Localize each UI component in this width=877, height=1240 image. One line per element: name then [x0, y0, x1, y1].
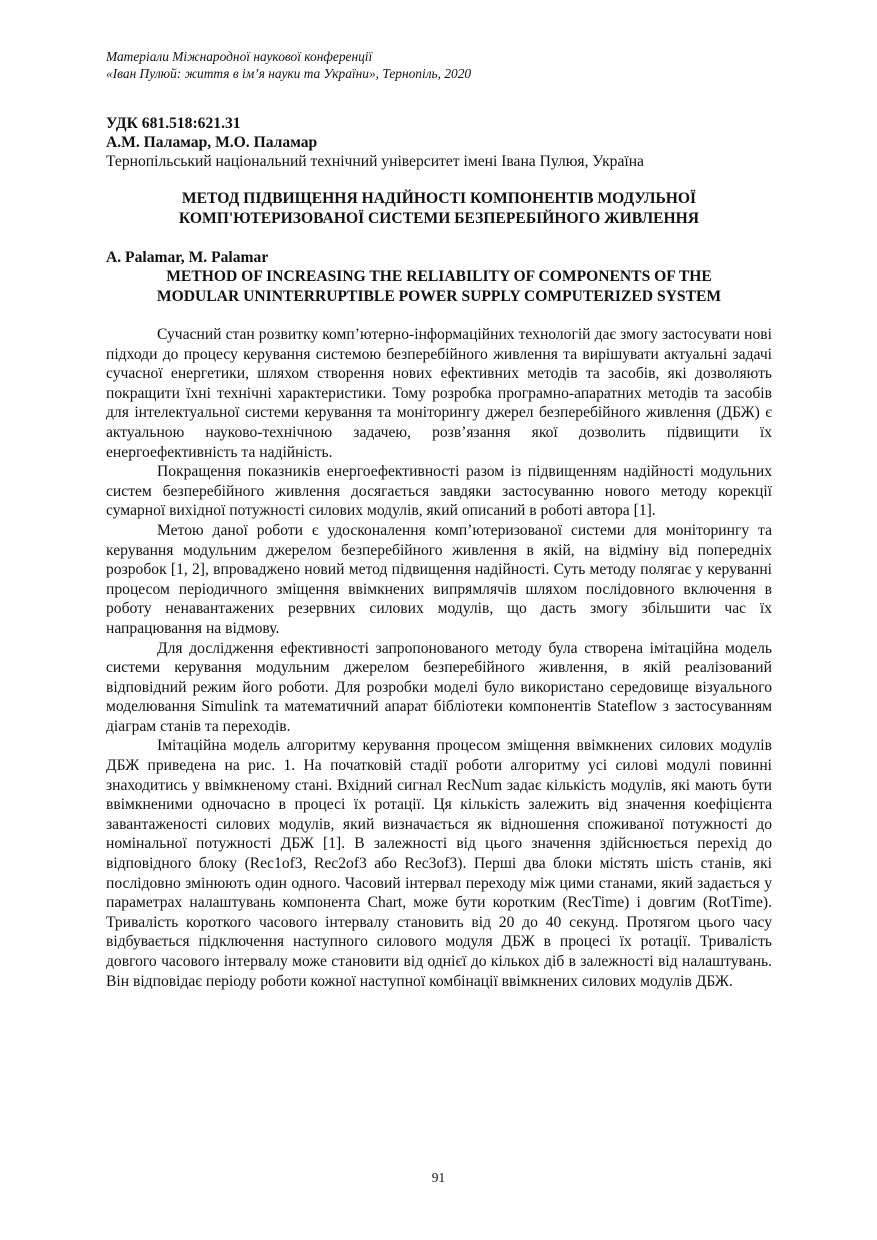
title-ukrainian-line-1: МЕТОД ПІДВИЩЕННЯ НАДІЙНОСТІ КОМПОНЕНТІВ МОДУЛЬНОЇ [181, 190, 697, 207]
title-english-line-1: METHOD OF INCREASING THE RELIABILITY OF COMPONENTS OF THE [166, 268, 712, 285]
udk-code: УДК 681.518:621.31 [106, 115, 241, 132]
title-ukrainian [106, 189, 772, 228]
page-number: 91 [431, 1170, 446, 1185]
authors-ukrainian: А.М. Паламар, М.О. Паламар [106, 134, 318, 151]
title-ukrainian-line-2: КОМП'ЮТЕРИЗОВАНОЇ СИСТЕМИ БЕЗПЕРЕБІЙНОГО ЖИВЛЕННЯ [178, 209, 700, 227]
paragraph-1: Сучасний стан розвитку комп’ютерно-інформаційних технологій дає змогу застосувати нові підходи до процесу керування системою безперебійного живлення та вирішувати актуальні задачі сучасної енергетики, шляхом створення нових ефективних методів та засобів, які дозволяють покращити їхні технічні характеристики. Тому розробка програмно-апаратних методів та засобів для інтелектуальної системи керування та моніторингу джерел безперебійного живлення (ДБЖ) є актуальною науково-технічною задачею, розв’язання якої дозволить підвищити їх енергоефективність та надійність. [106, 326, 772, 461]
conference-header-line-1: Матеріали Міжнародної наукової конференції [106, 49, 373, 64]
paragraph-2: Покращення показників енергоефективності разом із підвищенням надійності модульних систем безперебійного живлення досягається завдяки застосуванню нового методу корекції сумарної вихідної потужності силових модулів, який описаний в роботі автора [1]. [106, 463, 772, 520]
paper-page [106, 48, 772, 991]
paragraph-4: Для дослідження ефективності запропонованого методу була створена імітаційна модель системи керування модульним джерелом безперебійного живлення, в якій реалізований відповідний режим його роботи. Для розробки моделі було використано середовище візуального моделювання Simulink та математичний апарат бібліотеки компонентів Stateflow з застосуванням діаграм станів та переходів. [106, 639, 772, 735]
conference-header-line-2: «Іван Пулюй: життя в ім’я науки та України», Тернопіль, 2020 [106, 66, 472, 81]
title-english-line-2: MODULAR UNINTERRUPTIBLE POWER SUPPLY COMPUTERIZED SYSTEM [156, 287, 722, 305]
body-text [106, 325, 772, 991]
paragraph-5: Імітаційна модель алгоритму керування процесом зміщення ввімкнених силових модулів ДБЖ приведена на рис. 1. На початковій стадії роботи алгоритму усі силові модулі повинні знаходитись у ввімкненому стані. Вхідний сигнал RecNum задає кількість модулів, які мають бути ввімкненими одночасно в процесі їх ротації. Ця кількість залежить від значення коефіцієнта завантаженості силових модулів, який визначається як відношення споживаної потужності до номінальної потужності ДБЖ [1]. В залежності від цього значення здійснюється перехід до відповідного блоку (Rec1of3, Rec2of3 або Rec3of3). Перші два блоки містять шість станів, які послідовно змінюють один одного. Часовий інтервал переходу між цими станами, який задається у параметрах налаштувань компонента Chart, може бути коротким (RecTime) і довгим (RotTime). Тривалість короткого часового інтервалу становить від 20 до 40 секунд. Протягом цього часу відбувається підключення наступного силового модуля ДБЖ в процесі їх ротації. Тривалість довгого часового інтервалу може становити від однієї до кількох діб в залежності від налаштувань. Він відповідає періоду роботи кожної наступної комбінації ввімкнених силових модулів ДБЖ. [106, 737, 772, 990]
affiliation: Тернопільський національний технічний університет імені Івана Пулюя, Україна [106, 153, 644, 170]
paragraph-3: Метою даної роботи є удосконалення комп’ютеризованої системи для моніторингу та керування модульним джерелом безперебійного живлення в якій, на відміну від попередніх розробок [1, 2], впроваджено новий метод підвищення надійності. Суть методу полягає у керуванні процесом періодичного зміщення ввімкнених випрямлячів шляхом послідовного включення в роботу ненавантажених резервних силових модулів, що дасть змогу збільшити час їх напрацювання на відмову. [106, 521, 772, 637]
authors-english: A. Palamar, M. Palamar [106, 249, 269, 266]
title-english [106, 267, 772, 306]
